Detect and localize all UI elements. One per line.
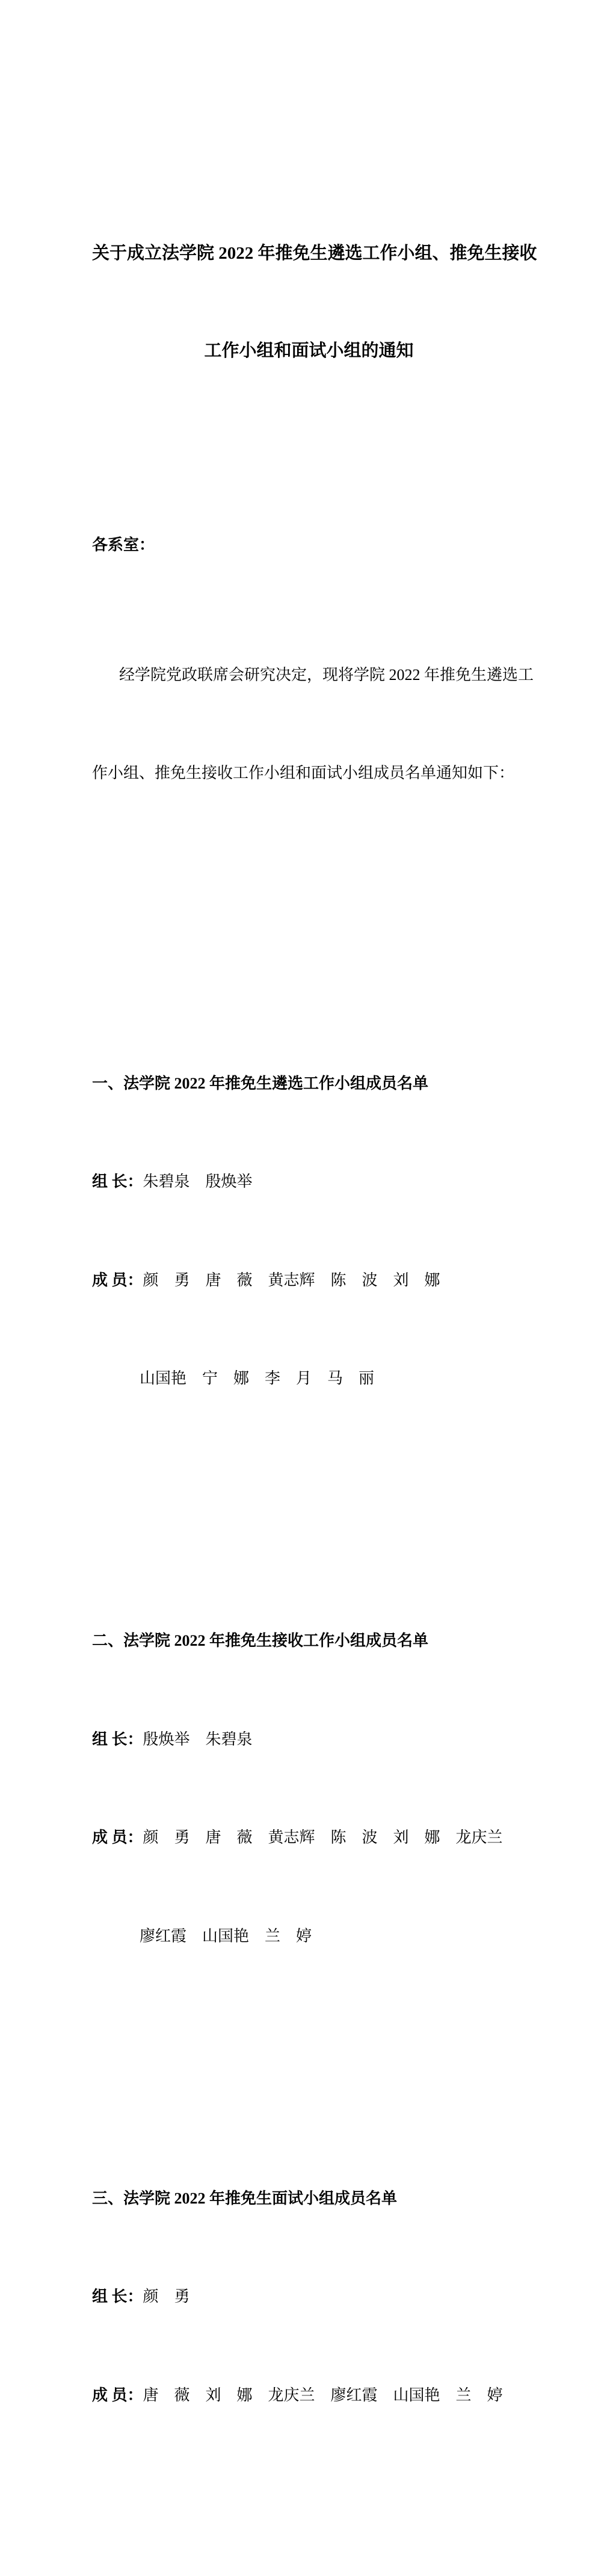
section-admission-workgroup xyxy=(92,1559,526,2018)
title-line-1: 关于成立法学院 2022 年推免生遴选工作小组、推免生接收 xyxy=(92,243,537,263)
member-label: 成 员： xyxy=(92,1271,143,1289)
member-label: 成 员： xyxy=(92,2386,143,2404)
section-interview-group xyxy=(92,2117,526,2478)
leader-label: 组 长： xyxy=(92,2288,143,2305)
leader-line xyxy=(92,2281,526,2314)
member-line xyxy=(92,2379,526,2412)
leader-names: 朱碧泉 殷焕举 xyxy=(143,1173,253,1190)
leader-line xyxy=(92,1723,526,1756)
leader-names: 颜 勇 xyxy=(143,2288,190,2305)
document-title xyxy=(92,172,537,432)
intro-line-1: 经学院党政联席会研究决定，现将学院 2022 年推免生遴选工 xyxy=(119,666,534,684)
member-line-continued: 廖红霞 山国艳 兰 婷 xyxy=(140,1927,312,1945)
leader-label: 组 长： xyxy=(92,1173,143,1190)
leader-line xyxy=(92,1166,526,1199)
member-names: 颜 勇 唐 薇 黄志辉 陈 波 刘 娜 龙庆兰 xyxy=(143,1829,503,1846)
leader-names: 殷焕举 朱碧泉 xyxy=(143,1730,253,1748)
member-label: 成 员： xyxy=(92,1829,143,1846)
member-line xyxy=(92,1821,526,1855)
member-line xyxy=(92,1264,526,1297)
member-line-continued: 山国艳 宁 娜 李 月 马 丽 xyxy=(140,1370,375,1387)
member-names: 颜 勇 唐 薇 黄志辉 陈 波 刘 娜 xyxy=(143,1271,440,1289)
blank-line xyxy=(92,888,526,903)
title-line-2: 工作小组和面试小组的通知 xyxy=(204,341,414,360)
intro-line-2: 作小组、推免生接收工作小组和面试小组成员名单通知如下： xyxy=(92,764,515,782)
section-heading: 三、法学院 2022 年推免生面试小组成员名单 xyxy=(92,2189,398,2207)
member-names: 唐 薇 刘 娜 龙庆兰 廖红霞 山国艳 兰 婷 xyxy=(143,2386,503,2404)
section-heading: 一、法学院 2022 年推免生遴选工作小组成员名单 xyxy=(92,1074,429,1092)
leader-label: 组 长： xyxy=(92,1730,143,1748)
section-selection-workgroup xyxy=(92,1002,526,1461)
salutation: 各系室： xyxy=(92,536,155,554)
section-heading: 二、法学院 2022 年推免生接收工作小组成员名单 xyxy=(92,1632,429,1649)
